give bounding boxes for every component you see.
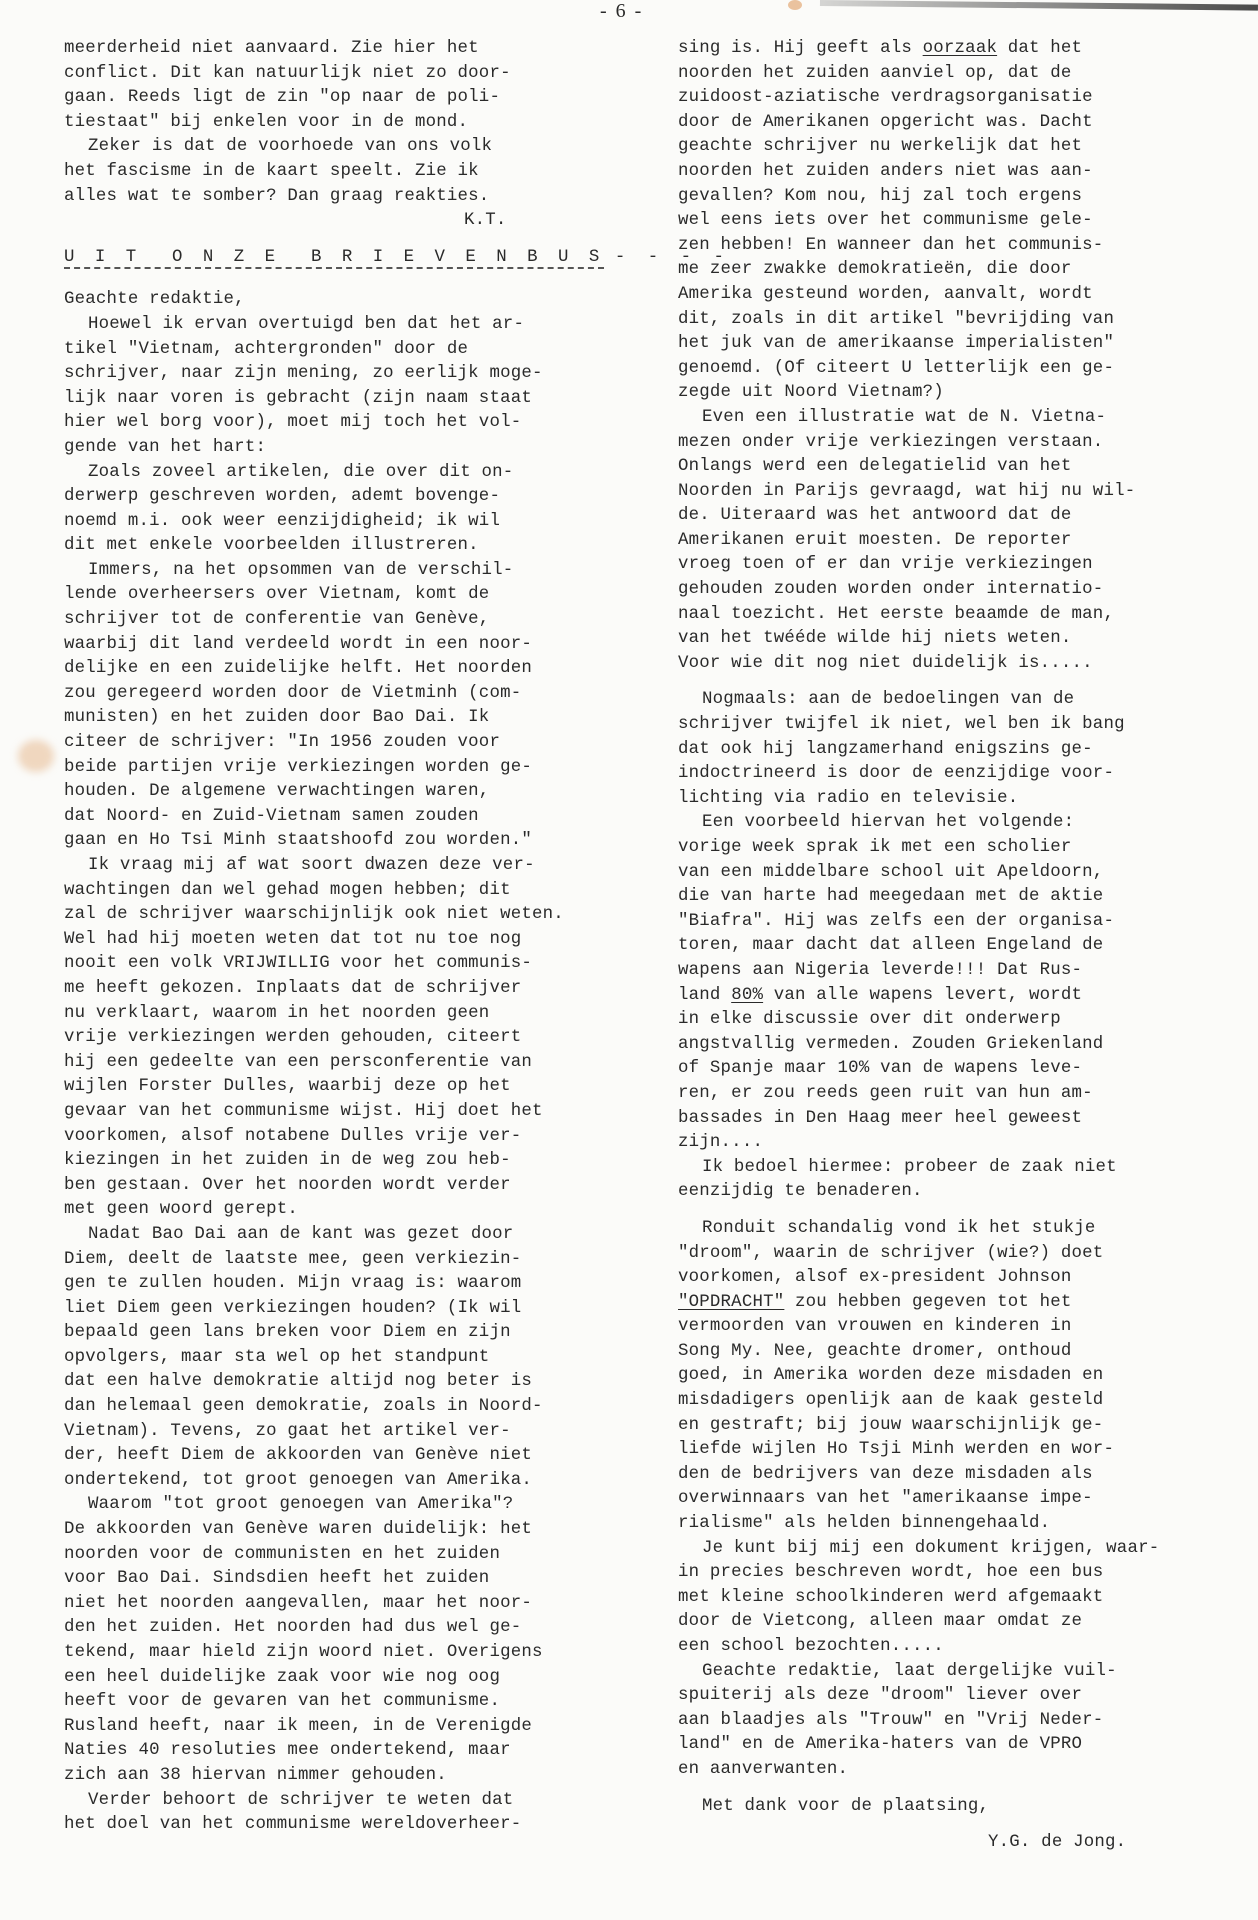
text-line: waarbij dit land verdeeld wordt in een noor- xyxy=(64,634,532,654)
text-line: zich aan 38 hiervan nimmer gehouden. xyxy=(64,1765,447,1785)
text-line: zen hebben! En wanneer dan het communis- xyxy=(678,235,1104,255)
text-line: ondertekend, tot groot genoegen van Amerika. xyxy=(64,1470,532,1490)
text-line: Naties 40 resoluties mee ondertekend, maar xyxy=(64,1741,511,1761)
text-line: Amerikanen eruit moesten. De reporter xyxy=(678,530,1072,550)
text-line: Nadat Bao Dai aan de kant was gezet door xyxy=(88,1224,514,1244)
text-line: Waarom "tot groot genoegen van Amerika"? xyxy=(88,1495,514,1515)
text-line: eenzijdig te benaderen. xyxy=(678,1182,923,1202)
text-line: misdadigers openlijk aan de kaak gesteld xyxy=(678,1391,1104,1411)
text-line: noorden het zuiden aanviel op, dat de xyxy=(678,63,1072,83)
paragraph-gap xyxy=(678,1783,1238,1795)
author-initials: K.T. xyxy=(464,211,507,231)
text-line: door de Vietcong, alleen maar omdat ze xyxy=(678,1612,1083,1632)
scan-edge-stroke xyxy=(820,0,1258,11)
underlined-word: 80% xyxy=(731,985,764,1005)
text-fragment: land xyxy=(678,985,732,1005)
text-line: van een middelbare school uit Apeldoorn, xyxy=(678,862,1104,882)
text-line: kiezingen in het zuiden in de weg zou heb- xyxy=(64,1151,511,1171)
paragraph-gap xyxy=(678,1819,1238,1831)
text-line: bassades in Den Haag meer heel geweest xyxy=(678,1108,1083,1128)
text-line: zal de schrijver waarschijnlijk ook niet weten. xyxy=(64,905,564,925)
paragraph-gap xyxy=(678,676,1238,688)
text-line: Zoals zoveel artikelen, die over dit on- xyxy=(88,462,514,482)
text-line: nu verklaart, waarom in het noorden geen xyxy=(64,1003,490,1023)
text-line xyxy=(678,1291,1238,1316)
text-line: overwinnaars van het "amerikaanse impe- xyxy=(678,1489,1093,1509)
text-line: met geen woord gerept. xyxy=(64,1200,298,1220)
text-line: aan blaadjes als "Trouw" en "Vrij Neder- xyxy=(678,1710,1104,1730)
text-line: noemd m.i. ook weer eenzijdigheid; ik wil xyxy=(64,511,501,531)
text-line: geachte schrijver nu werkelijk dat het xyxy=(678,137,1083,157)
text-line: Je kunt bij mij een dokument krijgen, waar- xyxy=(702,1538,1160,1558)
text-line: dit, zoals in dit artikel "bevrijding van xyxy=(678,309,1115,329)
text-line: vroeg toen of er dan vrije verkiezingen xyxy=(678,555,1093,575)
text-line: heeft voor de gevaren van het communisme. xyxy=(64,1692,501,1712)
text-line: met kleine schoolkinderen werd afgemaakt xyxy=(678,1587,1104,1607)
text-line: goed, in Amerika worden deze misdaden en xyxy=(678,1366,1104,1386)
text-fragment: dat het xyxy=(997,39,1083,58)
text-line: beide partijen vrije verkiezingen worden ge- xyxy=(64,757,532,777)
text-line xyxy=(678,37,1238,62)
text-line: genoemd. (Of citeert U letterlijk een ge- xyxy=(678,358,1115,378)
text-line: zijn.... xyxy=(678,1133,764,1153)
text-line: voor Bao Dai. Sindsdien heeft het zuiden xyxy=(64,1569,490,1589)
text-line: dan helemaal geen demokratie, zoals in Noord- xyxy=(64,1397,543,1417)
text-line: Wel had hij moeten weten dat tot nu toe nog xyxy=(64,929,522,949)
section-heading-dashes: - - - - xyxy=(614,247,730,267)
text-line: Vietnam). Tevens, zo gaat het artikel ver- xyxy=(64,1421,511,1441)
text-line: Zeker is dat de voorhoede van ons volk xyxy=(88,137,493,157)
text-line: Ik vraag mij af wat soort dwazen deze ver- xyxy=(88,856,535,875)
text-line: spuiterij als deze "droom" liever over xyxy=(678,1686,1083,1706)
text-line: wapens aan Nigeria leverde!!! Dat Rus- xyxy=(678,960,1083,980)
text-line: Immers, na het opsommen van de verschil- xyxy=(88,560,514,580)
text-line: gen te zullen houden. Mijn vraag is: waarom xyxy=(64,1274,522,1294)
text-line: De akkoorden van Genève waren duidelijk: het xyxy=(64,1520,532,1540)
section-heading xyxy=(64,246,730,271)
text-line: toren, maar dacht dat alleen Engeland de xyxy=(678,936,1104,956)
text-line: vrije verkiezingen werden gehouden, citeert xyxy=(64,1028,522,1048)
text-line: ben gestaan. Over het noorden wordt verder xyxy=(64,1175,511,1195)
text-line: vermoorden van vrouwen en kinderen in xyxy=(678,1317,1072,1337)
text-line: zuidoost-aziatische verdragsorganisatie xyxy=(678,88,1093,108)
text-line: gende van het hart: xyxy=(64,437,267,457)
text-line: nooit een volk VRIJWILLIG voor het communis- xyxy=(64,954,532,974)
text-line: dat Noord- en Zuid-Vietnam samen zouden xyxy=(64,806,479,826)
text-line: in precies beschreven wordt, hoe een bus xyxy=(678,1563,1104,1583)
text-line: schrijver tot de conferentie van Genève, xyxy=(64,610,490,630)
text-line: liefde wijlen Ho Tsji Minh werden en wor- xyxy=(678,1440,1115,1460)
text-line: Ronduit schandalig vond ik het stukje xyxy=(702,1218,1096,1238)
text-line: dat ook hij langzamerhand enigszins ge- xyxy=(678,739,1093,759)
text-line: een school bezochten..... xyxy=(678,1637,944,1656)
text-line: tekend, maar hield zijn woord niet. Overigens xyxy=(64,1643,543,1662)
text-line: voorkomen, alsof ex-president Johnson xyxy=(678,1268,1072,1288)
text-line: hier wel borg voor), moet mij toch het vol- xyxy=(64,413,522,433)
text-line: het juk van de amerikaanse imperialisten" xyxy=(678,334,1115,354)
left-column xyxy=(64,37,730,1838)
text-line: zegde uit Noord Vietnam?) xyxy=(678,383,944,403)
paragraph-gap xyxy=(678,1205,1238,1217)
text-line: indoctrineerd is door de eenzijdige voor- xyxy=(678,764,1115,784)
text-line: niet het noorden aangevallen, maar het noor- xyxy=(64,1593,532,1613)
text-line: Nogmaals: aan de bedoelingen van de xyxy=(702,690,1075,710)
text-line: mezen onder vrije verkiezingen verstaan. xyxy=(678,432,1104,452)
text-line: Even een illustratie wat de N. Vietna- xyxy=(702,407,1107,427)
text-line: dit met enkele voorbeelden illustreren. xyxy=(64,536,479,556)
text-line: Voor wie dit nog niet duidelijk is..... xyxy=(678,653,1093,673)
text-line: tikel "Vietnam, achtergronden" door de xyxy=(64,339,469,359)
text-line: me zeer zwakke demokratieën, die door xyxy=(678,260,1072,280)
text-line: Diem, deelt de laatste mee, geen verkiezin- xyxy=(64,1249,522,1269)
paragraph-gap xyxy=(64,234,629,246)
text-line: lichting via radio en televisie. xyxy=(678,788,1019,808)
text-line: een heel duidelijke zaak voor wie nog oog xyxy=(64,1667,501,1687)
text-line: Geachte redaktie, laat dergelijke vuil- xyxy=(702,1661,1117,1681)
text-line: in elke discussie over dit onderwerp xyxy=(678,1010,1061,1030)
text-line: Amerika gesteund worden, aanvalt, wordt xyxy=(678,284,1093,304)
section-heading-text: U I T O N Z E B R I E V E N B U S xyxy=(64,247,605,267)
text-line: lijk naar voren is gebracht (zijn naam staat xyxy=(64,388,532,408)
text-fragment: van alle wapens levert, wordt xyxy=(763,985,1083,1005)
text-line: gehouden zouden worden onder internatio- xyxy=(678,580,1104,600)
text-line: Noorden in Parijs gevraagd, wat hij nu wil- xyxy=(678,481,1136,501)
text-line: den de bedrijvers van deze misdaden als xyxy=(678,1464,1093,1484)
text-line: Ik bedoel hiermee: probeer de zaak niet xyxy=(702,1157,1117,1177)
text-line xyxy=(678,984,1238,1009)
text-line: angstvallig vermeden. Zouden Griekenland xyxy=(678,1034,1104,1054)
text-line: noorden het zuiden anders niet was aan- xyxy=(678,161,1093,181)
text-line: gevaar van het communisme wijst. Hij doet het xyxy=(64,1101,543,1121)
text-line: gaan. Reeds ligt de zin "op naar de poli- xyxy=(64,88,501,108)
text-line: Song My. Nee, geachte dromer, onthoud xyxy=(678,1341,1072,1361)
paper-stain xyxy=(788,0,802,10)
text-line: en aanverwanten. xyxy=(678,1759,849,1779)
salutation: Geachte redaktie, xyxy=(64,290,245,310)
paragraph-gap xyxy=(64,270,629,282)
text-line: Rusland heeft, naar ik meen, in de Verenigde xyxy=(64,1716,532,1736)
text-line: het doel van het communisme wereldoverheer- xyxy=(64,1815,522,1835)
text-line: ren, er zou reeds geen ruit van hun am- xyxy=(678,1083,1093,1103)
text-line: citeer de schrijver: "In 1956 zouden voor xyxy=(64,733,501,753)
text-line: conflict. Dit kan natuurlijk niet zo door- xyxy=(64,63,511,83)
text-line: munisten) en het zuiden door Bao Dai. Ik xyxy=(64,708,490,728)
text-line: hij een gedeelte van een persconferentie van xyxy=(64,1052,532,1072)
text-fragment: sing is. Hij geeft als xyxy=(678,39,923,58)
text-line: voorkomen, alsof notabene Dulles vrije ver- xyxy=(64,1126,522,1146)
text-line: wel eens iets over het communisme gele- xyxy=(678,211,1093,231)
text-line: van het twééde wilde hij niets weten. xyxy=(678,629,1072,649)
paper-stain xyxy=(18,740,54,772)
page-number: - 6 - xyxy=(600,0,644,22)
text-line: "droom", waarin de schrijver (wie?) doet xyxy=(678,1243,1104,1263)
text-line: de. Uiteraard was het antwoord dat de xyxy=(678,506,1072,526)
text-line: wachtingen dan wel gehad mogen hebben; dit xyxy=(64,880,511,900)
text-line: liet Diem geen verkiezingen houden? (Ik wil xyxy=(64,1298,522,1318)
text-line: bepaald geen lans breken voor Diem en zijn xyxy=(64,1323,511,1343)
text-line: door de Amerikanen opgericht was. Dacht xyxy=(678,112,1093,132)
closing-line: Met dank voor de plaatsing, xyxy=(702,1796,990,1816)
underlined-word: "OPDRACHT" xyxy=(678,1292,785,1312)
text-line: rialisme" als helden binnengehaald. xyxy=(678,1514,1051,1534)
text-line: naal toezicht. Het eerste beaamde de man, xyxy=(678,604,1115,624)
text-line: opvolgers, maar sta wel op het standpunt xyxy=(64,1347,490,1367)
text-line: die van harte had meegedaan met de aktie xyxy=(678,887,1104,907)
text-line: gevallen? Kom nou, hij zal toch ergens xyxy=(678,186,1083,206)
text-line: der, heeft Diem de akkoorden van Genève niet xyxy=(64,1446,532,1466)
text-line: den het zuiden. Het noorden had dus wel ge- xyxy=(64,1618,522,1638)
text-line: lende overheersers over Vietnam, komt de xyxy=(64,585,490,605)
text-line: houden. De algemene verwachtingen waren, xyxy=(64,782,490,802)
text-line: het fascisme in de kaart speelt. Zie ik xyxy=(64,161,479,181)
text-line: vorige week sprak ik met een scholier xyxy=(678,838,1072,857)
text-line: Hoewel ik ervan overtuigd ben dat het ar- xyxy=(88,314,525,334)
right-column xyxy=(678,37,1238,1856)
underlined-word: oorzaak xyxy=(922,39,998,58)
text-fragment: zou hebben gegeven tot het xyxy=(784,1292,1072,1312)
text-line: zou geregeerd worden door de Vietminh (com- xyxy=(64,683,522,703)
text-line: land" en de Amerika-haters van de VPRO xyxy=(678,1735,1083,1755)
text-line: schrijver twijfel ik niet, wel ben ik bang xyxy=(678,715,1125,735)
text-line: alles wat te somber? Dan graag reakties. xyxy=(64,186,490,206)
text-line: dat een halve demokratie altijd nog beter is xyxy=(64,1372,532,1392)
text-line: gaan en Ho Tsi Minh staatshoofd zou worden." xyxy=(64,831,532,851)
text-line: delijke en een zuidelijke helft. Het noorden xyxy=(64,659,532,679)
text-line: Een voorbeeld hiervan het volgende: xyxy=(702,813,1075,833)
signature: Y.G. de Jong. xyxy=(988,1833,1127,1853)
text-line: Onlangs werd een delegatielid van het xyxy=(678,457,1072,477)
text-line: me heeft gekozen. Inplaats dat de schrijver xyxy=(64,978,522,998)
text-line: noorden voor de communisten en het zuiden xyxy=(64,1544,501,1564)
text-line: of Spanje maar 10% van de wapens leve- xyxy=(678,1059,1083,1079)
text-line: Verder behoort de schrijver te weten dat xyxy=(88,1790,514,1810)
text-line: schrijver, naar zijn mening, zo eerlijk moge- xyxy=(64,364,543,384)
text-line: wijlen Forster Dulles, waarbij deze op het xyxy=(64,1077,511,1097)
text-line: derwerp geschreven worden, ademt bovenge- xyxy=(64,487,501,507)
text-line: meerderheid niet aanvaard. Zie hier het xyxy=(64,39,479,58)
text-line: en gestraft; bij jouw waarschijnlijk ge- xyxy=(678,1415,1104,1435)
text-line: "Biafra". Hij was zelfs een der organisa- xyxy=(678,911,1115,931)
text-line: tiestaat" bij enkelen voor in de mond. xyxy=(64,112,469,132)
